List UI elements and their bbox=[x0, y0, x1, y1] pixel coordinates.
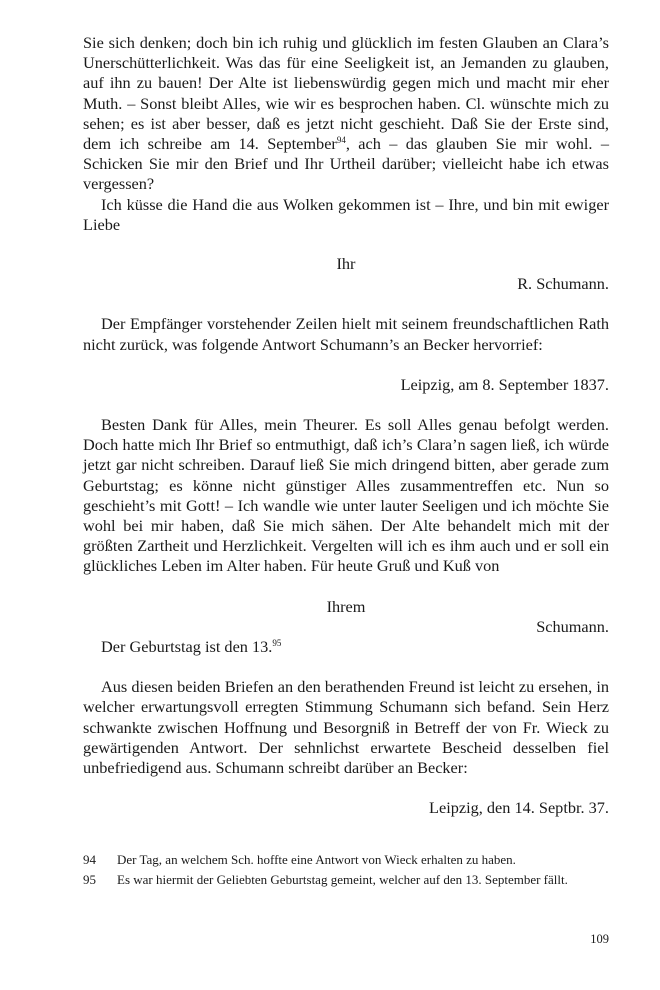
footnote-ref-95[interactable]: 95 bbox=[272, 638, 282, 649]
letter-paragraph-1: Sie sich denken; doch bin ich ruhig und glücklich im festen Glauben an Clara’s Unerschütterlichkeit. Was das für eine Seeligkeit ist, an Jemanden zu glauben, auf ihn zu bauen! Der Alte ist liebenswürdig gegen mich und macht mir eher Muth. – Sonst bleibt Alles, wie wir es besprochen haben. Cl. wünschte mich zu sehen; es ist aber besser, daß es jetzt nicht geschieht. Daß Sie der Erste sind, dem ich schreibe am 14. September$^{94}$, ach – das glauben Sie mir wohl. – Schicken Sie mir den Brief und Ihr Urtheil darüber; vielleicht habe ich etwas vergessen? bbox=[83, 33, 610, 194]
letter-dateline-1: Leipzig, am 8. September 1837. bbox=[400, 374, 609, 394]
signature-salutation: Ihr bbox=[336, 254, 356, 274]
footnotes bbox=[83, 852, 609, 891]
footnote-number: 94 bbox=[83, 852, 96, 867]
footnote-94 bbox=[83, 852, 609, 869]
footnote-text: Es war hiermit der Geliebten Geburtstag gemeint, welcher auf den 13. September fällt. bbox=[117, 871, 568, 887]
footnote-ref-94[interactable]: 94 bbox=[336, 135, 346, 146]
narrative-paragraph-2: Aus diesen beiden Briefen an den berathenden Freund ist leicht zu ersehen, in welcher erwartungsvoll erregten Stimmung Schumann sich befand. Sein Herz schwankte zwischen Hoffnung und Besorgniß in Betreff der von Fr. Wieck zu gewärtigenden Antwort. Der sehnlichst erwartete Bescheid desselben fiel unbefriedigend aus. Schumann schreibt darüber an Becker: bbox=[83, 677, 609, 778]
letter-dateline-2: Leipzig, den 14. Septbr. 37. bbox=[429, 798, 609, 818]
narrative-paragraph-1: Der Empfänger vorstehender Zeilen hielt mit seinem freundschaftlichen Rath nicht zurück, was folgende Antwort Schumann’s an Becker hervorrief: bbox=[83, 314, 609, 354]
footnote-number: 95 bbox=[83, 871, 96, 887]
letter-paragraph-2: Besten Dank für Alles, mein Theurer. Es soll Alles genau befolgt werden. Doch hatte mich Ihr Brief so entmuthigt, daß ich’s Clara’n sagen ließ, ich würde jetzt gar nicht schreiben. Darauf ließ Sie mich dringend bitten, aber gerade zum Geburtstag; es könne nicht günstiger Alles zusammentreffen etc. Nun so geschieht’s mit Gott! – Ich wandle wie unter lauter Seeligen und ich möchte Sie wohl bei mir haben, daß Sie mich sähen. Der Alte behandelt mich mit der größten Zartheit und Herzlichkeit. Vergelten will ich es ihm auch und er soll ein glückliches Leben im Alter haben. Für heute Gruß und Kuß von bbox=[83, 415, 609, 576]
body-text bbox=[83, 33, 609, 819]
signature-name-2: Schumann. bbox=[536, 616, 609, 636]
postscript: Der Geburtstag ist den 13.95 bbox=[101, 637, 282, 657]
signature-name: R. Schumann. bbox=[517, 274, 609, 294]
footnote-95 bbox=[83, 872, 609, 889]
page-number: 109 bbox=[590, 932, 609, 946]
footnote-text: Der Tag, an welchem Sch. hoffte eine Antwort von Wieck erhalten zu haben. bbox=[117, 852, 516, 867]
letter-closing: Ich küsse die Hand die aus Wolken gekommen ist – Ihre, und bin mit ewiger Liebe bbox=[83, 194, 609, 234]
signature-salutation-2: Ihrem bbox=[326, 596, 366, 616]
